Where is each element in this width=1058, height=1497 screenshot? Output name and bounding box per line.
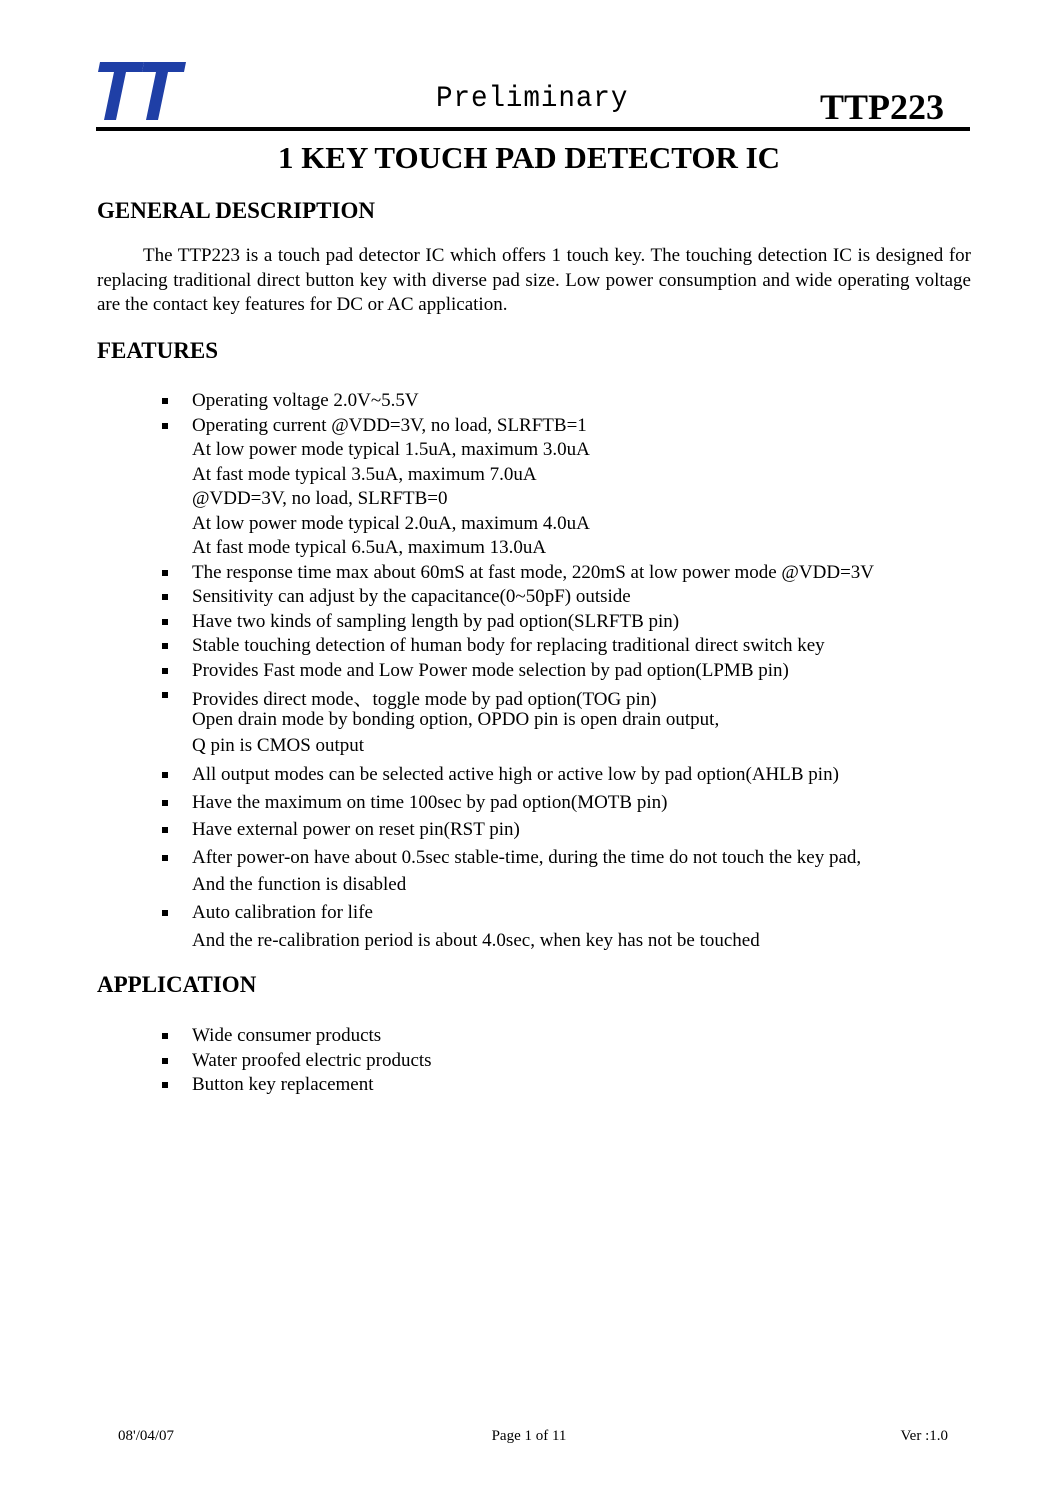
bullet-icon bbox=[162, 1082, 168, 1088]
feature-item: @VDD=3V, no load, SLRFTB=0 bbox=[192, 488, 448, 509]
feature-item: All output modes can be selected active high or active low by pad option(AHLB pin) bbox=[192, 764, 839, 785]
bullet-icon bbox=[162, 772, 168, 778]
feature-item: Provides direct mode、toggle mode by pad option(TOG pin) bbox=[192, 689, 657, 710]
feature-item: At fast mode typical 6.5uA, maximum 13.0uA bbox=[192, 537, 547, 558]
feature-item: Open drain mode by bonding option, OPDO pin is open drain output, bbox=[192, 709, 720, 730]
bullet-icon bbox=[162, 619, 168, 625]
feature-item: Have two kinds of sampling length by pad option(SLRFTB pin) bbox=[192, 611, 680, 632]
bullet-icon bbox=[162, 800, 168, 806]
feature-item: Operating current @VDD=3V, no load, SLRFTB=1 bbox=[192, 415, 587, 436]
bullet-icon bbox=[162, 398, 168, 404]
general-description-heading: GENERAL DESCRIPTION bbox=[97, 198, 375, 223]
application-item: Water proofed electric products bbox=[192, 1050, 432, 1071]
bullet-icon bbox=[162, 668, 168, 674]
bullet-icon bbox=[162, 855, 168, 861]
bullet-icon bbox=[162, 643, 168, 649]
application-heading: APPLICATION bbox=[97, 972, 257, 997]
feature-item: At low power mode typical 2.0uA, maximum 4.0uA bbox=[192, 513, 590, 534]
document-title: 1 KEY TOUCH PAD DETECTOR IC bbox=[277, 140, 781, 175]
feature-item: Stable touching detection of human body for replacing traditional direct switch key bbox=[192, 635, 825, 656]
bullet-icon bbox=[162, 594, 168, 600]
header-rule bbox=[96, 127, 970, 131]
feature-item: Have the maximum on time 100sec by pad option(MOTB pin) bbox=[192, 792, 668, 813]
general-description-text: The TTP223 is a touch pad detector IC which offers 1 touch key. The touching detection IC is designed for replacing traditional direct button key with diverse pad size. Low power consumption and wide operating voltage are the contact key features for DC or AC application. bbox=[97, 245, 971, 315]
feature-item: The response time max about 60mS at fast mode, 220mS at low power mode @VDD=3V bbox=[192, 562, 875, 583]
bullet-icon bbox=[162, 1033, 168, 1039]
application-item: Button key replacement bbox=[192, 1074, 374, 1095]
bullet-icon bbox=[162, 1058, 168, 1064]
feature-item: Provides Fast mode and Low Power mode selection by pad option(LPMB pin) bbox=[192, 660, 789, 681]
application-item: Wide consumer products bbox=[192, 1025, 382, 1046]
features-heading: FEATURES bbox=[97, 338, 218, 363]
bullet-icon bbox=[162, 570, 168, 576]
feature-item: At fast mode typical 3.5uA, maximum 7.0uA bbox=[192, 464, 537, 485]
part-number: TTP223 bbox=[819, 87, 944, 127]
company-logo bbox=[96, 60, 188, 122]
feature-item: And the function is disabled bbox=[192, 874, 407, 895]
feature-item: And the re-calibration period is about 4.0sec, when key has not be touched bbox=[192, 930, 760, 951]
bullet-icon bbox=[162, 910, 168, 916]
footer-version: Ver :1.0 bbox=[900, 1428, 948, 1444]
footer-date: 08'/04/07 bbox=[118, 1428, 175, 1444]
feature-item: At low power mode typical 1.5uA, maximum 3.0uA bbox=[192, 439, 590, 460]
footer-page-number: Page 1 of 11 bbox=[491, 1428, 567, 1444]
bullet-icon bbox=[162, 423, 168, 429]
feature-item: Auto calibration for life bbox=[192, 902, 373, 923]
feature-item: After power-on have about 0.5sec stable-time, during the time do not touch the key pad, bbox=[192, 847, 862, 868]
feature-item: Q pin is CMOS output bbox=[192, 735, 365, 756]
bullet-icon bbox=[162, 692, 168, 698]
preliminary-label: Preliminary bbox=[436, 82, 629, 116]
bullet-icon bbox=[162, 827, 168, 833]
feature-item: Have external power on reset pin(RST pin) bbox=[192, 819, 520, 840]
feature-item: Operating voltage 2.0V~5.5V bbox=[192, 390, 419, 411]
feature-item: Sensitivity can adjust by the capacitance(0~50pF) outside bbox=[192, 586, 631, 607]
